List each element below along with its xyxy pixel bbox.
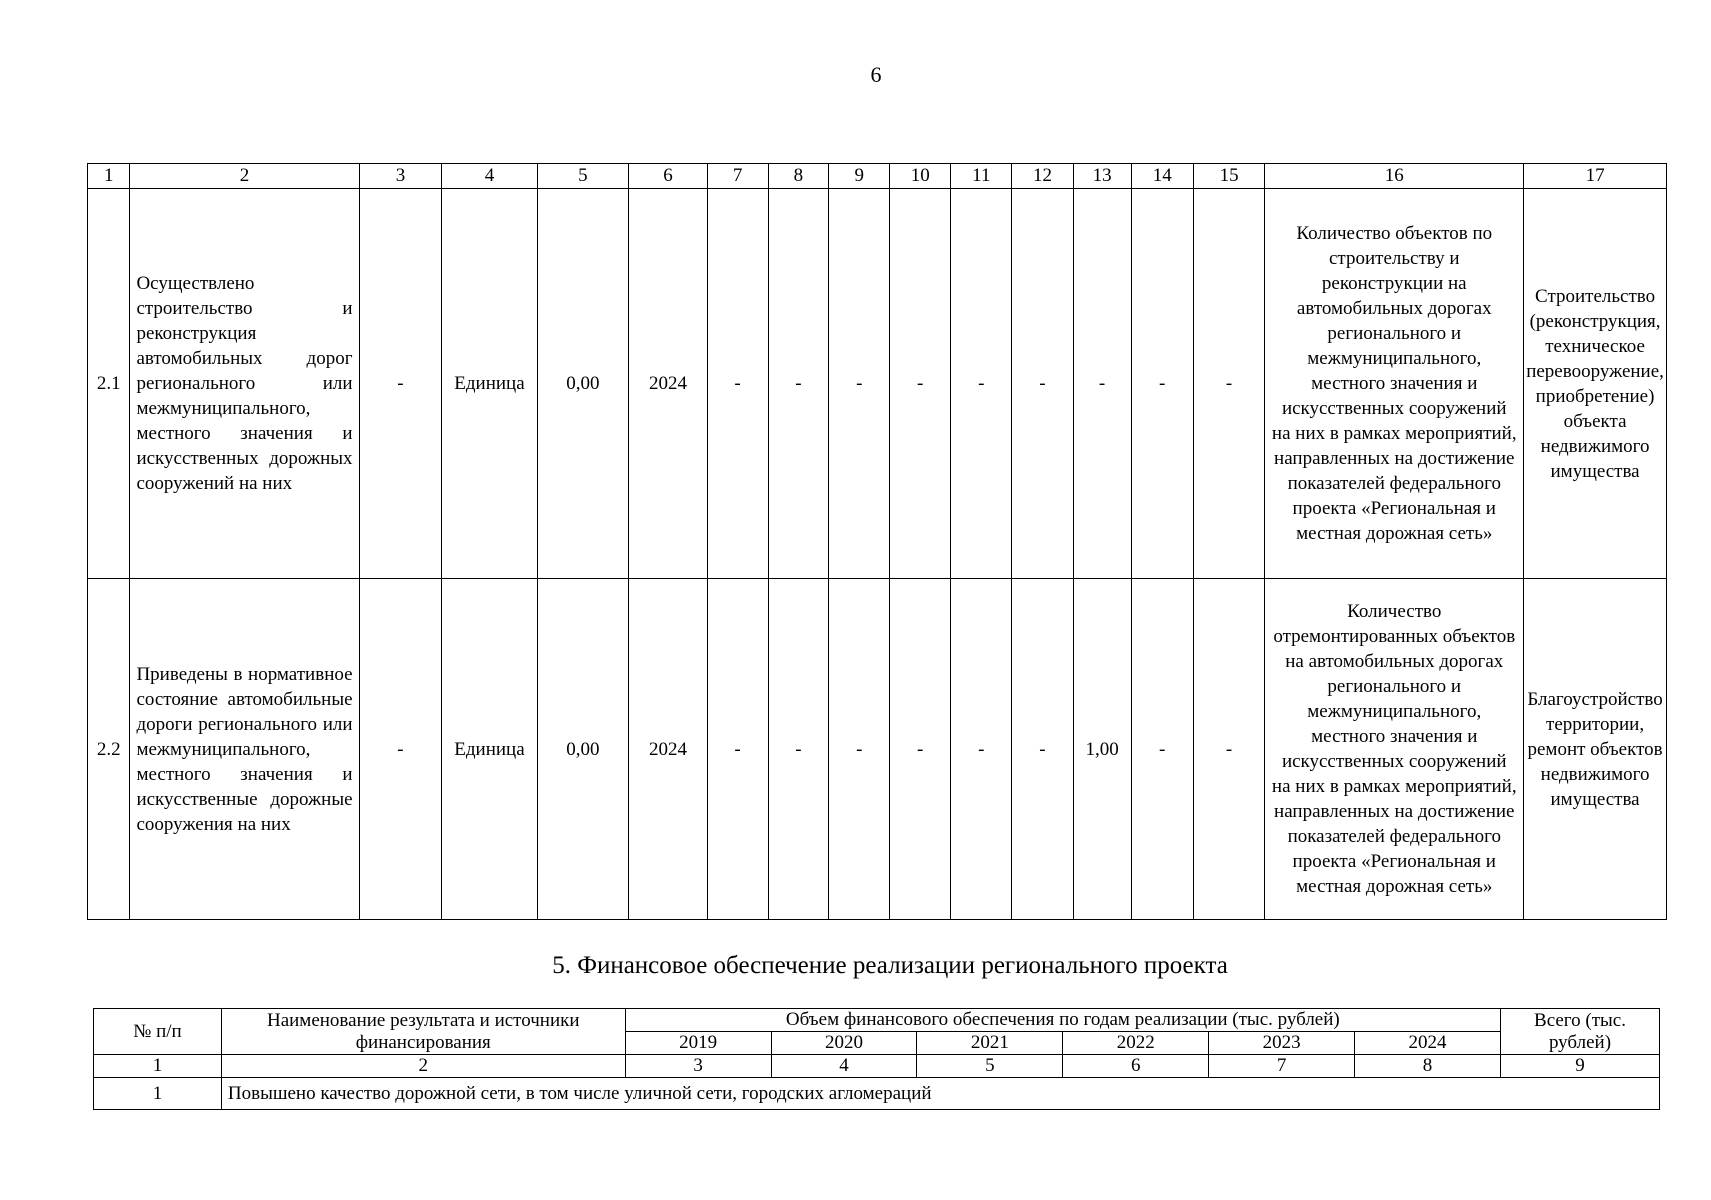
header-row — [94, 1009, 1660, 1032]
cell: - — [890, 189, 951, 579]
action-type-cell: Строительство (реконструкция, техническое перевооружение, приобретение) объекта недвижимого имущества — [1524, 189, 1667, 579]
cell: - — [707, 579, 768, 920]
col-number: 1 — [94, 1055, 222, 1078]
cell: - — [768, 189, 829, 579]
cell: - — [359, 189, 442, 579]
cell: - — [1012, 189, 1073, 579]
cell: - — [359, 579, 442, 920]
cell: - — [1131, 189, 1193, 579]
indicator-cell: Количество объектов по строительству и реконструкции на автомобильных дорогах регионального и межмуниципального, местного значения и искусственных сооружений на них в рамках мероприятий, направленных на достижение показателей федерального проекта «Региональная и местная дорожная сеть» — [1265, 189, 1524, 579]
unit-cell: Единица — [442, 189, 537, 579]
col-number: 9 — [1500, 1055, 1659, 1078]
table-row — [94, 1078, 1660, 1110]
column-number-row — [88, 164, 1667, 189]
unit-cell: Единица — [442, 579, 537, 920]
col-header: 7 — [707, 164, 768, 189]
table-row — [88, 189, 1667, 579]
cell: - — [829, 189, 890, 579]
cell: - — [707, 189, 768, 579]
year-header: 2024 — [1355, 1032, 1501, 1055]
header-name: Наименование результата и источники финансирования — [221, 1009, 625, 1055]
cell: - — [951, 579, 1012, 920]
col-header: 13 — [1073, 164, 1131, 189]
base-value-cell: 0,00 — [537, 189, 629, 579]
results-table — [87, 163, 1667, 920]
table-row — [88, 579, 1667, 920]
col-header: 17 — [1524, 164, 1667, 189]
col-header: 11 — [951, 164, 1012, 189]
column-number-row — [94, 1055, 1660, 1078]
row-number: 1 — [94, 1078, 222, 1110]
col-header: 1 — [88, 164, 130, 189]
cell: - — [1012, 579, 1073, 920]
year-cell: 2024 — [629, 579, 707, 920]
year-header: 2023 — [1209, 1032, 1355, 1055]
year-header: 2022 — [1063, 1032, 1209, 1055]
section-title: 5. Финансовое обеспечение реализации регионального проекта — [552, 952, 1228, 979]
row-number: 2.2 — [88, 579, 130, 920]
header-total: Всего (тыс. рублей) — [1500, 1009, 1659, 1055]
col-header: 2 — [130, 164, 359, 189]
page-number: 6 — [870, 62, 882, 87]
col-header: 10 — [890, 164, 951, 189]
cell: - — [1073, 189, 1131, 579]
year-header: 2020 — [771, 1032, 917, 1055]
col-number: 7 — [1209, 1055, 1355, 1078]
col-header: 6 — [629, 164, 707, 189]
cell: - — [1193, 189, 1265, 579]
col-header: 5 — [537, 164, 629, 189]
cell: - — [890, 579, 951, 920]
col-number: 3 — [625, 1055, 771, 1078]
year-cell: 2024 — [629, 189, 707, 579]
col-number: 5 — [917, 1055, 1063, 1078]
col-header: 8 — [768, 164, 829, 189]
col-header: 15 — [1193, 164, 1265, 189]
col-header: 16 — [1265, 164, 1524, 189]
financing-table — [93, 1008, 1660, 1110]
col-number: 6 — [1063, 1055, 1209, 1078]
cell: - — [829, 579, 890, 920]
col-number: 4 — [771, 1055, 917, 1078]
col-header: 12 — [1012, 164, 1073, 189]
base-value-cell: 0,00 — [537, 579, 629, 920]
indicator-cell: Количество отремонтированных объектов на автомобильных дорогах регионального и межмуниципального, местного значения и искусственных сооружений на них в рамках мероприятий, направленных на достижение показателей федерального проекта «Региональная и местная дорожная сеть» — [1265, 579, 1524, 920]
cell: - — [1131, 579, 1193, 920]
result-name: Осуществлено строительство и реконструкция автомобильных дорог регионального или межмуниципального, местного значения и искусственных дорожных сооружений на них — [130, 189, 359, 579]
cell: - — [768, 579, 829, 920]
header-num: № п/п — [94, 1009, 222, 1055]
cell: - — [1193, 579, 1265, 920]
col-header: 9 — [829, 164, 890, 189]
col-header: 14 — [1131, 164, 1193, 189]
action-type-cell: Благоустройство территории, ремонт объектов недвижимого имущества — [1524, 579, 1667, 920]
year-header: 2019 — [625, 1032, 771, 1055]
cell: 1,00 — [1073, 579, 1131, 920]
col-number: 2 — [221, 1055, 625, 1078]
col-header: 4 — [442, 164, 537, 189]
col-header: 3 — [359, 164, 442, 189]
header-volume: Объем финансового обеспечения по годам реализации (тыс. рублей) — [625, 1009, 1500, 1032]
result-name: Приведены в нормативное состояние автомобильные дороги регионального или межмуниципального, местного значения и искусственные дорожные сооружения на них — [130, 579, 359, 920]
cell: - — [951, 189, 1012, 579]
row-number: 2.1 — [88, 189, 130, 579]
year-header: 2021 — [917, 1032, 1063, 1055]
result-title: Повышено качество дорожной сети, в том числе уличной сети, городских агломераций — [221, 1078, 1659, 1110]
col-number: 8 — [1355, 1055, 1501, 1078]
